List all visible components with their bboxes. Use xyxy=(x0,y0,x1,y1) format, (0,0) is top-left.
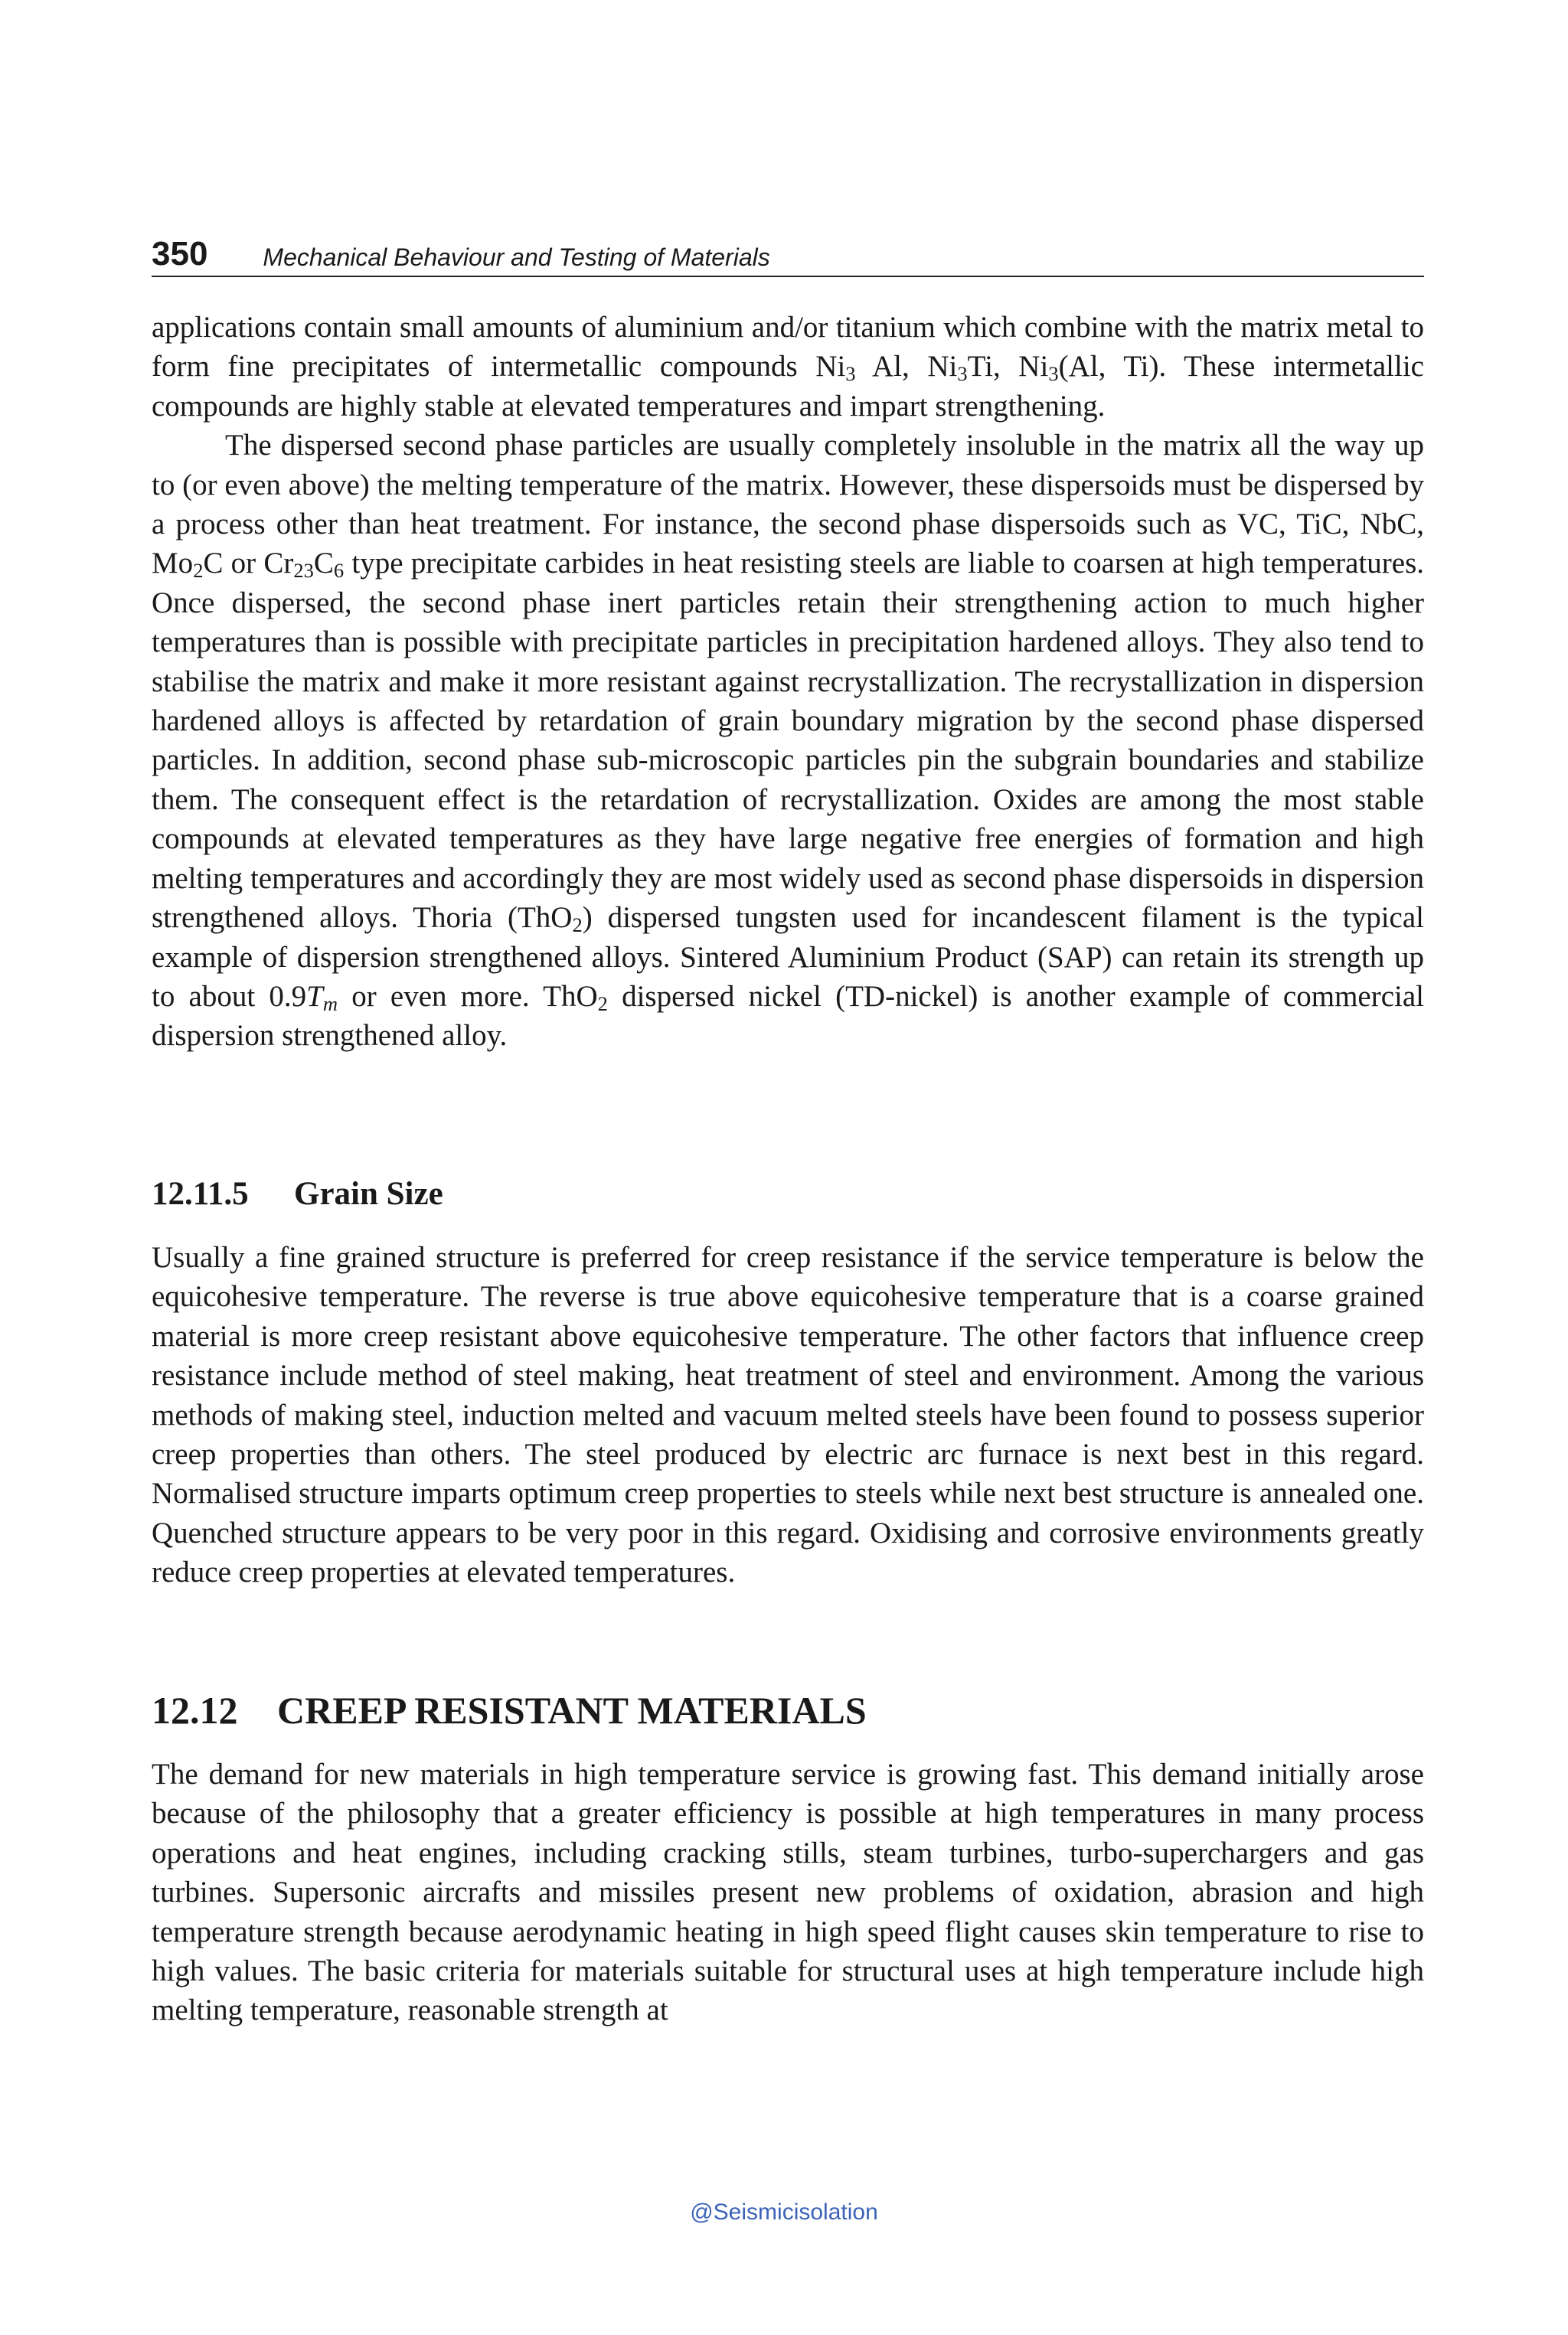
section-heading-grain-size xyxy=(152,1177,443,1210)
running-title: Mechanical Behaviour and Testing of Materials xyxy=(263,243,770,271)
section-number: 12.12 xyxy=(152,1689,238,1732)
section-heading-creep-materials xyxy=(152,1689,867,1732)
watermark: @Seismicisolation xyxy=(690,2199,878,2225)
paragraph-creep-materials: The demand for new materials in high temperature service is growing fast. This demand initially arose because of the philosophy that a greater efficiency is possible at high temperatures in many process operations and heat engines, including cracking stills, steam turbines, turbo-superchargers and gas turbines. Supersonic aircrafts and missiles present new problems of oxidation, abrasion and high temperature strength because aerodynamic heating in high speed flight causes skin temperature to rise to high values. The basic criteria for materials suitable for structural uses at high temperature include high melting temperature, reasonable strength at xyxy=(152,1758,1424,2027)
page-number: 350 xyxy=(152,235,208,273)
paragraph-grain-size: Usually a fine grained structure is preferred for creep resistance if the service temperature is below the equicohesive temperature. The reverse is true above equicohesive temperature that is a coarse grained material is more creep resistant above equicohesive temperature. The other factors that influence creep resistance include method of steel making, heat treatment of steel and environment. Among the various methods of making steel, induction melted and vacuum melted steels have been found to possess superior creep properties than others. The steel produced by electric arc furnace is next best in this regard. Normalised structure imparts optimum creep properties to steels while next best structure is annealed one. Quenched structure appears to be very poor in this regard. Oxidising and corrosive environments greatly reduce creep properties at elevated temperatures. xyxy=(152,1241,1424,1589)
body-text-top xyxy=(152,308,1424,1056)
body-text-grain-size xyxy=(152,1238,1424,1592)
section-number: 12.11.5 xyxy=(152,1176,249,1212)
page-header xyxy=(152,230,1424,277)
paragraph-precipitates: applications contain small amounts of aluminium and/or titanium which combine with the matrix metal to form fine precipitates of intermetallic compounds $Ni_3$ Al, $Ni_3Ti$, $Ni_3(Al$, Ti). These intermetallic compounds are highly stable at elevated temperatures and impart strengthening. xyxy=(152,311,1424,423)
body-text-creep-materials xyxy=(152,1755,1424,2030)
section-title: Grain Size xyxy=(294,1176,443,1212)
paragraph-dispersoids: The dispersed second phase particles are usually completely insoluble in the matrix all the way up to (or even above) the melting temperature of the matrix. However, these dispersoids must be dispersed by a process other than heat treatment. For instance, the second phase dispersoids such as VC, TiC, NbC, $Mo_2C$ or $Cr_{23}C_6$ type precipitate carbides in heat resisting steels are liable to coarsen at high temperatures. Once dispersed, the second phase inert particles retain their strengthening action to much higher temperatures than is possible with precipitate particles in precipitation hardened alloys. They also tend to stabilise the matrix and make it more resistant against recrystallization. The recrystallization in dispersion hardened alloys is affected by retardation of grain boundary migration by the second phase dispersed particles. In addition, second phase sub-microscopic particles pin the subgrain boundaries and stabilize them. The consequent effect is the retardation of recrystallization. Oxides are among the most stable compounds at elevated temperatures as they have large negative free energies of formation and high melting temperatures and accordingly they are most widely used as second phase dispersoids in dispersion strengthened alloys. Thoria (ThO$_2$) dispersed tungsten used for incandescent filament is the typical example of dispersion strengthened alloys. Sintered Aluminium Product (SAP) can retain its strength up to about $0.9T_m$ or even more. ThO$_2$ dispersed nickel (TD-nickel) is another example of commercial dispersion strengthened alloy. xyxy=(152,429,1424,1053)
section-title: CREEP RESISTANT MATERIALS xyxy=(277,1689,867,1732)
